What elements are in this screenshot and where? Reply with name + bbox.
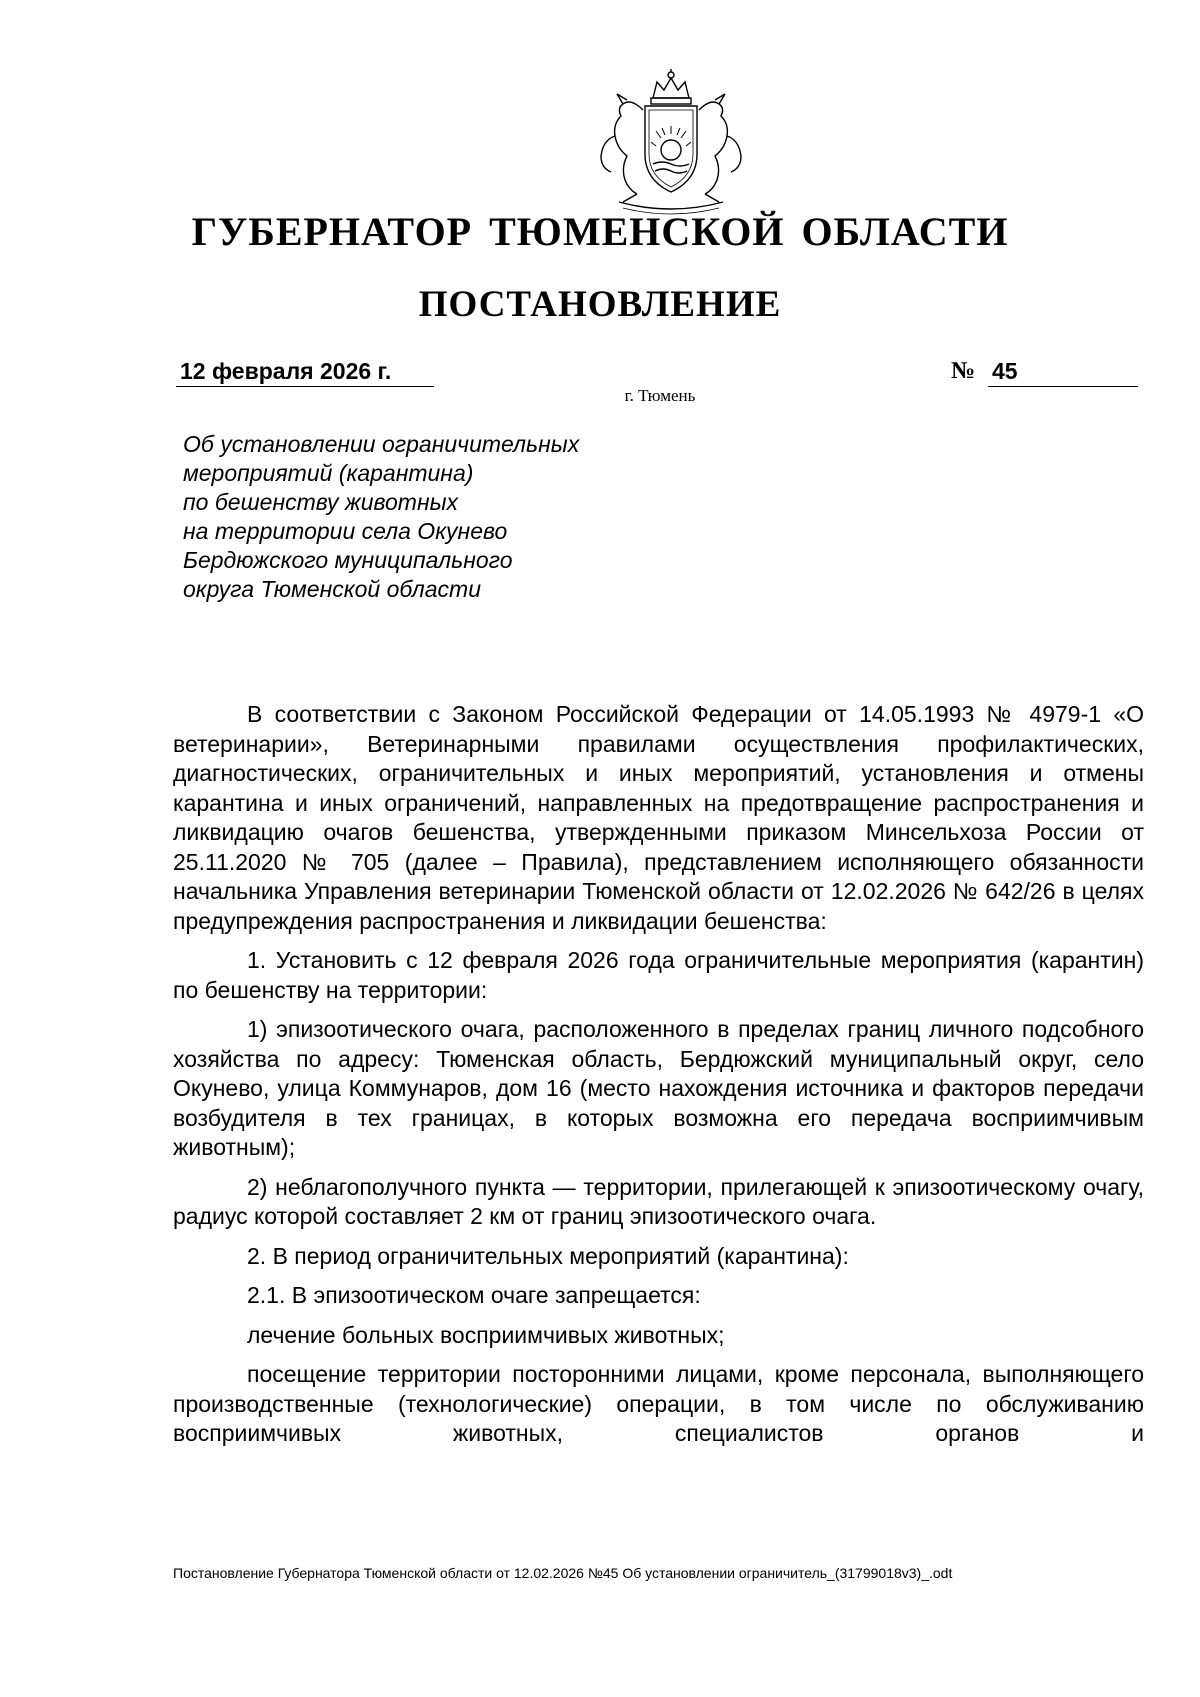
body-paragraph: 1) эпизоотического очага, расположенного в пределах границ личного подсобного хозяйства по адресу: Тюменская область, Бердюжский муниципальный округ, село Окунево, улица Коммунаров, дом 16 (место нахождения источника и факторов передачи возбудителя в тех границах, в которых возможна его передача восприимчивым животным); [173,1016,1144,1160]
page-footer: Постановление Губернатора Тюменской области от 12.02.2026 №45 Об установлении ограничитель_(31799018v3)_.odt [173,1565,953,1581]
document-city: г. Тюмень [624,386,696,405]
tyumen-coat-of-arms-icon [593,68,749,218]
body-paragraph: посещение территории посторонними лицами, кроме персонала, выполняющего производственные (технологические) операции, в том числе по обслуживанию восприимчивых животных, специалистов органов и [173,1361,1144,1446]
document-number-label: № [951,358,976,384]
document-date: 12 февраля 2026 г. [176,356,434,387]
body-paragraph: 2) неблагополучного пункта — территории, прилегающей к эпизоотическому очагу, радиус которой составляет 2 км от границ эпизоотического очага. [173,1173,1144,1229]
subject-line: Об установлении ограничительных [183,431,580,457]
subject-line: округа Тюменской области [183,576,482,602]
document-type-title: ПОСТАНОВЛЕНИЕ [418,284,782,325]
body-paragraph: 2. В период ограничительных мероприятий (карантина): [247,1242,849,1269]
document-number: 45 [988,356,1138,387]
subject-line: мероприятий (карантина) [183,460,474,486]
body-paragraph: лечение больных восприимчивых животных; [247,1321,725,1348]
authority-title: ГУБЕРНАТОР ТЮМЕНСКОЙ ОБЛАСТИ [191,209,1009,254]
body-paragraph: В соответствии с Законом Российской Федерации от 14.05.1993 № 4979-1 «О ветеринарии», Ветеринарными правилами осуществления профилактических, диагностических, ограничительных и иных мероприятий, установления и отмены карантина и иных ограничений, направленных на предотвращение распространения и ликвидацию очагов бешенства, утвержденными приказом Минсельхоза России от 25.11.2020 № 705 (далее – Правила), представлением исполняющего обязанности начальника Управления ветеринарии Тюменской области от 12.02.2026 № 642/26 в целях предупреждения распространения и ликвидации бешенства: [173,701,1144,934]
body-paragraph: 2.1. В эпизоотическом очаге запрещается: [247,1282,701,1308]
document-subject [183,430,579,604]
subject-line: по бешенству животных [183,489,459,515]
subject-line: Бердюжского муниципального [183,547,513,573]
body-paragraph: 1. Установить с 12 февраля 2026 года ограничительные мероприятия (карантин) по бешенству на территории: [173,947,1144,1003]
document-body [173,700,1144,1459]
subject-line: на территории села Окунево [183,518,508,544]
